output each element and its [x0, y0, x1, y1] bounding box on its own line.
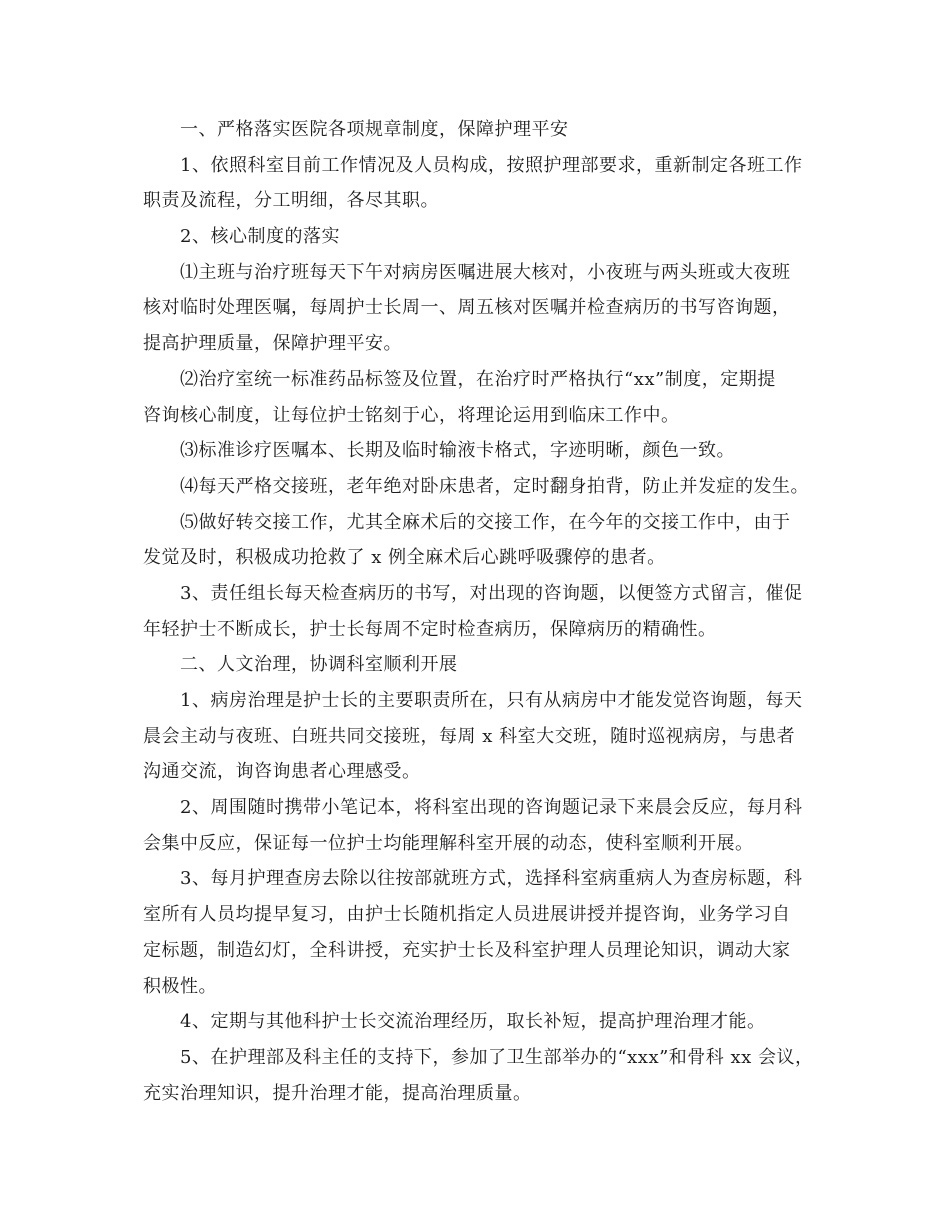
paragraph	[143, 505, 843, 576]
text-line: 2、核心制度的落实	[180, 226, 340, 248]
text-line: ⑷每天严格交接班，老年绝对卧床患者，定时翻身拍背，防止并发症的发生。	[180, 475, 809, 497]
text-line: 1、依照科室目前工作情况及人员构成，按照护理部要求，重新制定各班工作	[180, 154, 803, 176]
text-line: 会集中反应，保证每一位护士均能理解科室开展的动态，使科室顺利开展。	[143, 832, 754, 854]
text-line: 3、每月护理查房去除以往按部就班方式，选择科室病重病人为查房标题，科	[180, 868, 803, 890]
paragraph	[143, 576, 843, 647]
text-line: 职责及流程，分工明细，各尽其职。	[143, 190, 439, 212]
paragraph	[143, 469, 843, 505]
text-line: 年轻护士不断成长，护士长每周不定时检查病历，保障病历的精确性。	[143, 618, 717, 640]
paragraph	[143, 219, 843, 255]
text-line: 充实治理知识，提升治理才能，提高治理质量。	[143, 1082, 532, 1104]
text-line: 二、人文治理，协调科室顺利开展	[180, 654, 458, 676]
text-line: 2、周围随时携带小笔记本，将科室出现的咨询题记录下来晨会反应，每月科	[180, 797, 803, 819]
text-line: 4、定期与其他科护士长交流治理经历，取长补短，提高护理治理才能。	[180, 1011, 766, 1033]
text-line: 发觉及时，积极成功抢救了 x 例全麻术后心跳呼吸骤停的患者。	[143, 547, 666, 569]
paragraph	[143, 1004, 843, 1040]
paragraph	[143, 861, 843, 1004]
text-line: 3、责任组长每天检查病历的书写，对出现的咨询题，以便签方式留言，催促	[180, 582, 803, 604]
text-line: 晨会主动与夜班、白班共同交接班，每周 x 科室大交班，随时巡视病房，与患者	[143, 725, 796, 747]
section-heading	[143, 112, 843, 148]
paragraph	[143, 255, 843, 362]
text-line: ⑵治疗室统一标准药品标签及位置，在治疗时严格执行“xx”制度，定期提	[180, 368, 776, 390]
paragraph	[143, 362, 843, 433]
document-body	[143, 112, 843, 1111]
text-line: ⑸做好转交接工作，尤其全麻术后的交接工作，在今年的交接工作中，由于	[180, 511, 791, 533]
paragraph	[143, 790, 843, 861]
paragraph	[143, 683, 843, 790]
paragraph	[143, 148, 843, 219]
text-line: 室所有人员均提早复习，由护士长随机指定人员进展讲授并提咨询，业务学习自	[143, 904, 791, 926]
text-line: 1、病房治理是护士长的主要职责所在，只有从病房中才能发觉咨询题，每天	[180, 690, 803, 711]
section-heading	[143, 647, 843, 683]
text-line: 沟通交流，询咨询患者心理感受。	[143, 761, 421, 783]
text-line: ⑶标准诊疗医嘱本、长期及临时输液卡格式，字迹明晰，颜色一致。	[180, 440, 735, 462]
text-line: 5、在护理部及科主任的支持下，参加了卫生部举办的“xxx”和骨科 xx 会议，	[180, 1046, 814, 1068]
paragraph	[143, 433, 843, 469]
text-line: ⑴主班与治疗班每天下午对病房医嘱进展大核对，小夜班与两头班或大夜班	[180, 261, 791, 283]
paragraph	[143, 1040, 843, 1111]
text-line: 提高护理质量，保障护理平安。	[143, 333, 402, 355]
text-line: 咨询核心制度，让每位护士铭刻于心，将理论运用到临床工作中。	[143, 404, 680, 426]
text-line: 核对临时处理医嘱，每周护士长周一、周五核对医嘱并检查病历的书写咨询题，	[143, 297, 791, 319]
text-line: 积极性。	[143, 975, 217, 997]
text-line: 一、严格落实医院各项规章制度，保障护理平安	[180, 119, 569, 140]
text-line: 定标题，制造幻灯，全科讲授，充实护士长及科室护理人员理论知识，调动大家	[143, 939, 791, 961]
